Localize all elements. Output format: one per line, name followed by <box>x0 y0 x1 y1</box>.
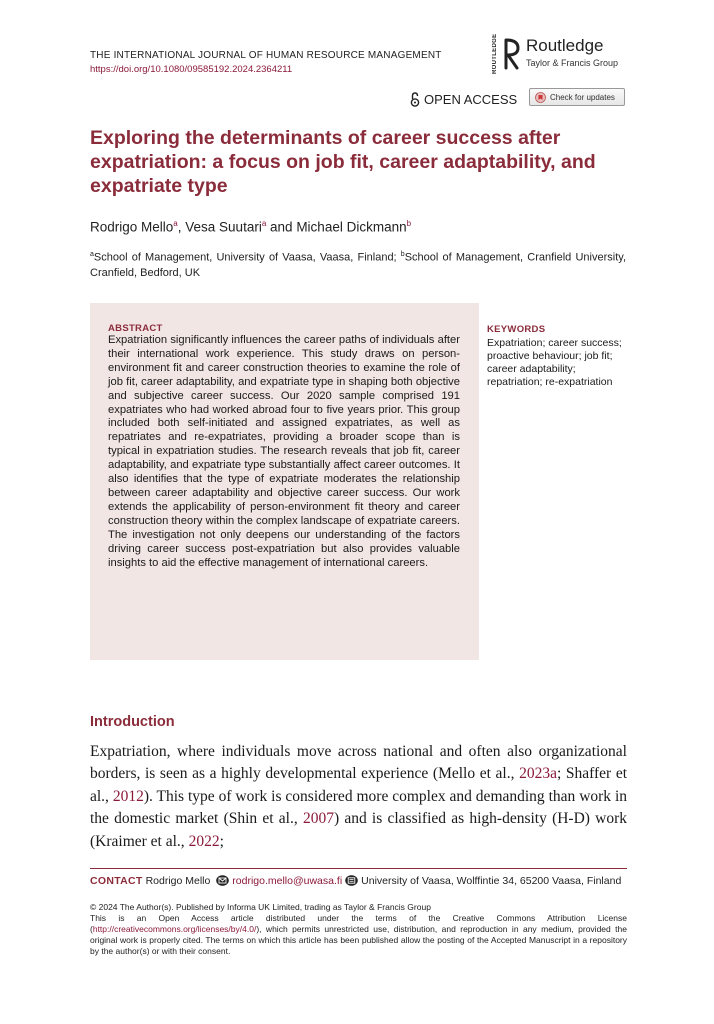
article-title: Exploring the determinants of career success after expatriation: a focus on job fit, career adaptability, and expatriate type <box>90 127 596 197</box>
author-affiliation-mark: a <box>261 219 267 228</box>
author-name[interactable]: Michael Dickmann <box>296 219 407 235</box>
abstract-heading: ABSTRACT <box>108 323 163 334</box>
license-link[interactable]: http://creativecommons.org/licenses/by/4.0/ <box>92 924 257 934</box>
introduction-heading: Introduction <box>90 714 175 730</box>
citation-link[interactable]: 2022 <box>188 832 220 850</box>
author-name[interactable]: Vesa Suutari <box>185 219 262 235</box>
routledge-logo-icon <box>504 38 520 70</box>
email-icon <box>216 875 229 886</box>
affiliations <box>90 247 626 281</box>
author-affiliation-mark: b <box>406 219 412 228</box>
body-text-segment: ; Shaffer et al., <box>90 765 628 805</box>
affiliation-mark: a <box>90 251 94 258</box>
citation-link[interactable]: 2012 <box>112 787 144 805</box>
body-text-segment: ; <box>219 832 224 850</box>
doi-link[interactable]: https://doi.org/10.1080/09585192.2024.2364211 <box>90 64 293 75</box>
citation-link[interactable]: 2023a <box>519 765 557 783</box>
open-access-lock-icon <box>410 92 420 107</box>
introduction-paragraph <box>90 741 627 853</box>
body-text-segment: Expatriation, where individuals move across national and often also organizational borders, is seen as a highly developmental experience (Mello et al., <box>90 743 627 783</box>
license-notice <box>90 913 627 957</box>
publisher-logo <box>492 33 632 74</box>
open-access-badge <box>410 90 517 108</box>
abstract-box <box>90 303 479 660</box>
author-separator: , <box>177 219 186 235</box>
abstract-text: Expatriation significantly influences the career paths of individuals after their international work experience. This study draws on person-environment fit and career construction theories to examine the role of job fit, career adaptability, and expatriate type in shaping both objective and subjective career success. Our 2020 sample comprised 191 expatriates who had worked abroad four to five years prior. This group included both self-initiated and assigned expatriates, as well as repatriates and re-expatriates, providing a broader scope than is typical in expatriation studies. The research reveals that job fit, career adaptability, and expatriate type substantially affect career outcomes. It also identifies that the type of expatriate moderates the relationship between career adaptability and objective career success. Our work extends the applicability of person-environment fit theory and career construction theory within the complex landscape of expatriate careers. The investigation not only deepens our understanding of the factors driving career success post-expatriation but also provides valuable insights to aid the effective management of international careers. <box>108 334 460 569</box>
check-updates-label: Check for updates <box>550 92 615 102</box>
contact-name: Rodrigo Mello <box>142 875 214 887</box>
body-text-segment: ) and is classified as high-density (H-D) work (Kraimer et al., <box>90 810 628 850</box>
author-separator: and <box>266 219 297 235</box>
contact-address: University of Vaasa, Wolffintie 34, 65200 Vaasa, Finland <box>361 875 622 887</box>
check-for-updates-button[interactable] <box>529 88 625 106</box>
affiliation-mark: b <box>400 251 405 258</box>
publisher-subtitle: Taylor & Francis Group <box>526 58 619 68</box>
citation-link[interactable]: 2007 <box>302 810 334 828</box>
author-list <box>90 219 411 235</box>
author-name[interactable]: Rodrigo Mello <box>90 219 174 235</box>
contact-email-link[interactable]: rodrigo.mello@uwasa.fi <box>232 875 343 887</box>
keywords-heading: KEYWORDS <box>487 324 546 335</box>
affiliation-text: School of Management, University of Vaasa, Vaasa, Finland; <box>93 251 401 264</box>
license-text: ), which permits unrestricted use, distribution, and reproduction in any medium, provided the original work is properly cited. The terms on which this article has been published allow the posting of the Accepted Manuscript in a repository by the author(s) or with their consent. <box>90 924 627 956</box>
license-text: This is an Open Access article distributed under the terms of the Creative Commons Attribution License ( <box>90 913 627 934</box>
copyright-notice: © 2024 The Author(s). Published by Informa UK Limited, trading as Taylor & Francis Group <box>90 902 431 912</box>
body-text-segment: ). This type of work is considered more complex and demanding than work in the domestic market (Shin et al., <box>90 787 628 828</box>
publisher-vertical-text: ROUTLEDGE <box>492 33 498 74</box>
address-icon <box>345 875 358 886</box>
open-access-label: OPEN ACCESS <box>424 91 518 107</box>
journal-name: THE INTERNATIONAL JOURNAL OF HUMAN RESOURCE MANAGEMENT <box>90 50 442 61</box>
author-affiliation-mark: a <box>173 219 178 228</box>
keywords-text: Expatriation; career success; proactive behaviour; job fit; career adaptability; repatriation; re-expatriation <box>487 337 622 388</box>
contact-label: CONTACT <box>90 875 143 887</box>
footer-divider <box>90 868 627 869</box>
affiliation-text: School of Management, Cranfield University, Cranfield, Bedford, UK <box>90 251 626 279</box>
check-updates-icon <box>535 92 546 103</box>
contact-info <box>90 875 627 888</box>
publisher-name: Routledge <box>526 36 604 55</box>
